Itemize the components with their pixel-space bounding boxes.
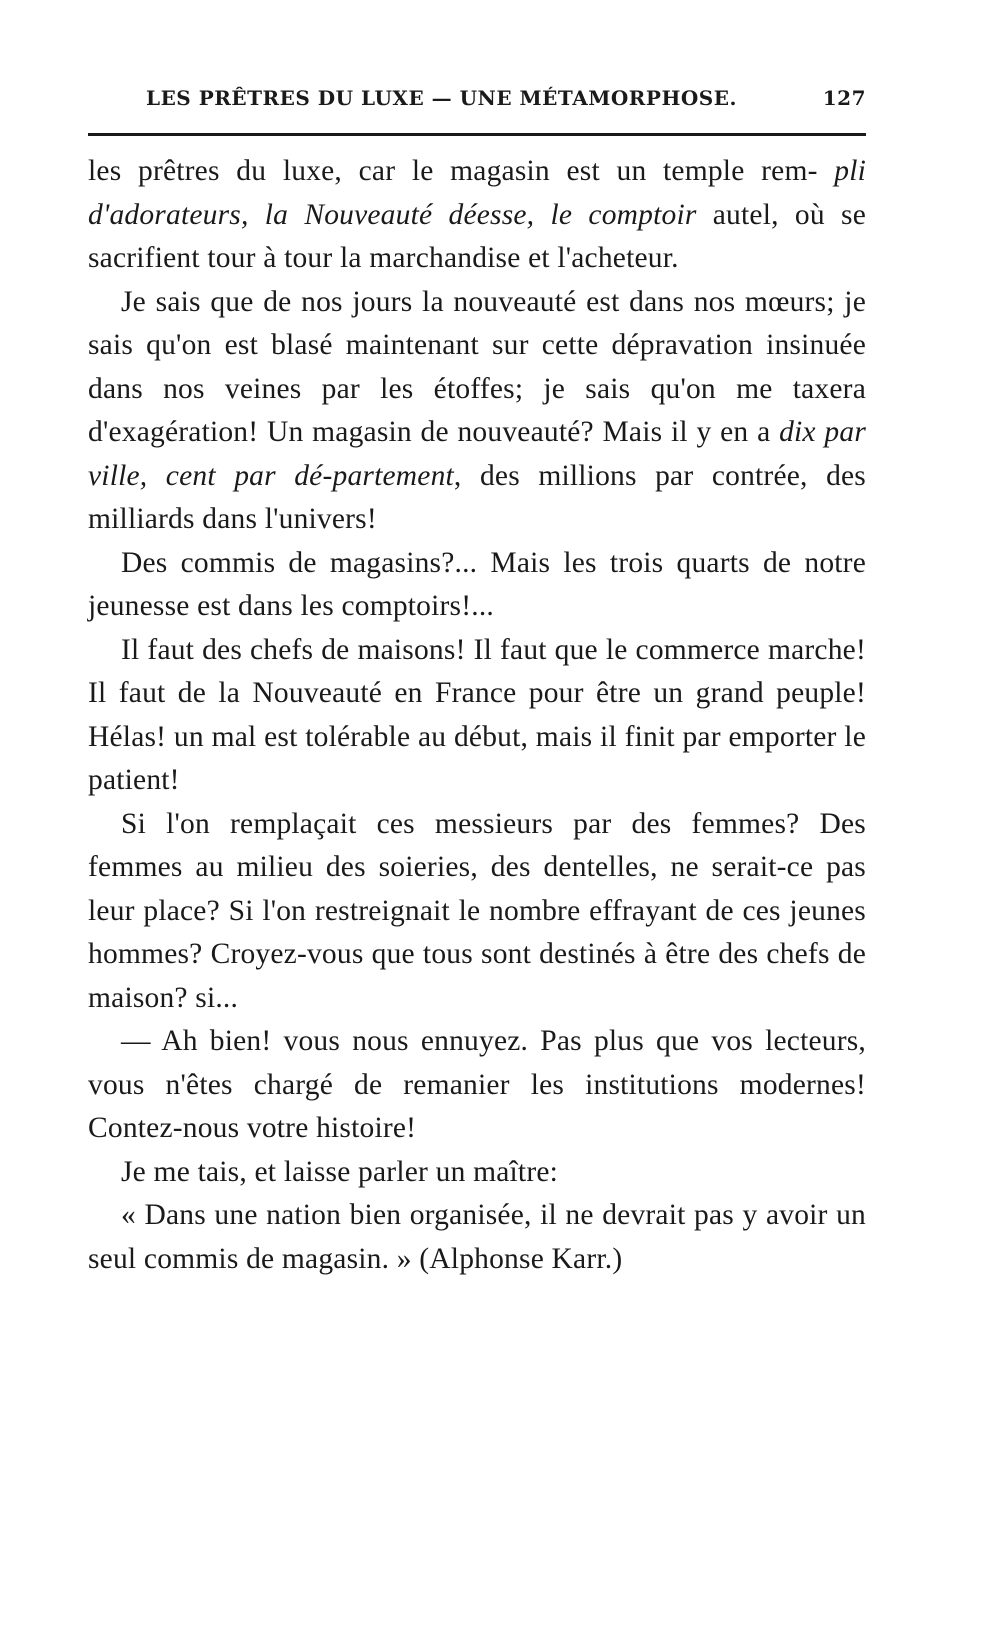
- paragraph-text-end: , des millions par contrée, des milliards dans l'univers!: [88, 459, 866, 535]
- paragraph-quote: « Dans une nation bien organisée, il ne devrait pas y avoir un seul commis de magasin. » (Alphonse Karr.): [88, 1199, 866, 1275]
- paragraph-chefs: Il faut des chefs de maisons! Il faut que le commerce marche! Il faut de la Nouveauté en France pour être un grand peuple! Hélas! un mal est tolérable au début, mais il finit par emporter le patient!: [88, 633, 866, 796]
- continuation-line-1: les prêtres du luxe, car le magasin est un temple rem-: [88, 155, 818, 187]
- paragraph-femmes: Si l'on remplaçait ces messieurs par des femmes? Des femmes au milieu des soieries, des dentelles, ne serait-ce pas leur place? Si l'on restreignait le nombre effrayant de ces jeunes hommes? Croyez-vous que tous sont destinés à être des chefs de maison? si...: [88, 807, 866, 1014]
- body-text: [88, 150, 866, 1281]
- paragraph-continuation: [88, 150, 866, 281]
- paragraph-text: Je sais que de nos jours la nouveauté est dans nos mœurs; je sais qu'on est blasé maintenant sur cette dépravation insinuée dans nos veines par les étoffes; je sais qu'on me taxera d'exagération! Un magasin de nouveauté? Mais il y en a: [88, 285, 866, 448]
- paragraph-commis: Des commis de magasins?... Mais les trois quarts de notre jeunesse est dans les comptoirs!...: [88, 546, 866, 622]
- page-number: 127: [822, 86, 866, 110]
- header-rule: [88, 133, 866, 136]
- continuation-line-3: autel, où se sacrifient tour à tour la marchandise et l'acheteur.: [88, 198, 866, 274]
- running-head: [88, 86, 866, 126]
- paragraph-maitre: Je me tais, et laisse parler un maître:: [121, 1155, 559, 1188]
- continuation-line-2: pli d'adorateurs, la Nouveauté déesse, le comptoir: [88, 155, 867, 231]
- running-title: LES PRÊTRES DU LUXE — UNE MÉTAMORPHOSE.: [146, 86, 737, 110]
- italic-phrase: dix par ville, cent par dé-partement: [88, 416, 866, 492]
- paragraph-nouveaute: [88, 281, 866, 542]
- paragraph-dialogue: — Ah bien! vous nous ennuyez. Pas plus que vos lecteurs, vous n'êtes chargé de remanier les institutions modernes! Contez-nous votre histoire!: [88, 1025, 866, 1144]
